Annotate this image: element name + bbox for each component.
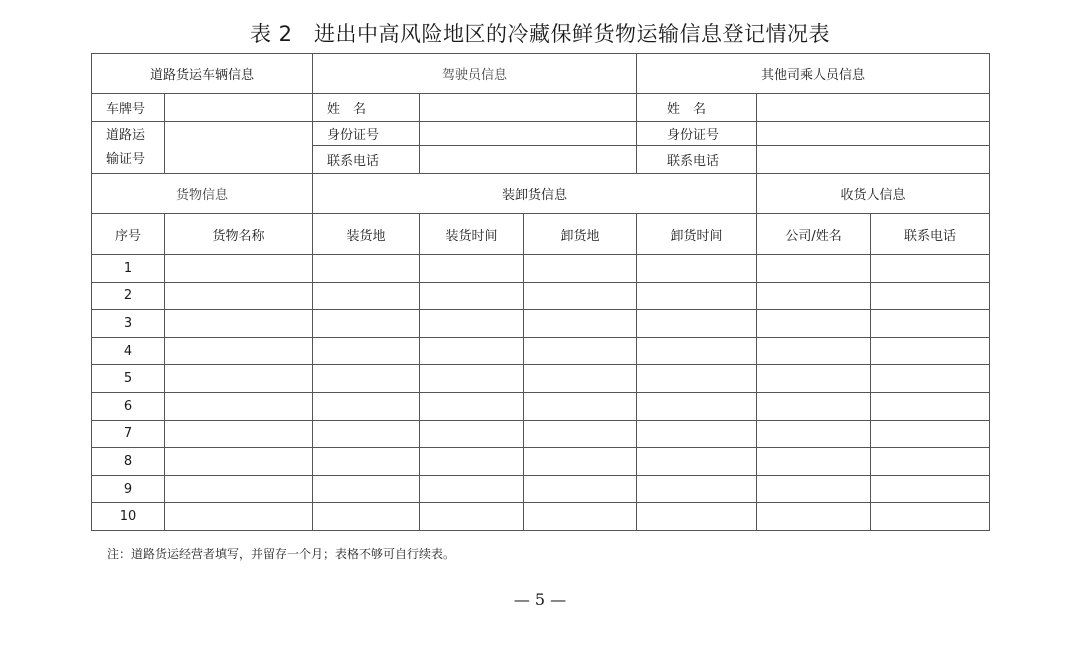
table-cell[interactable] xyxy=(871,365,990,393)
table-cell[interactable] xyxy=(165,475,313,503)
table-cell[interactable] xyxy=(524,392,637,420)
table-cell[interactable] xyxy=(313,365,420,393)
table-cell[interactable] xyxy=(420,337,524,365)
col-header-company-name: 公司/姓名 xyxy=(757,214,871,255)
table-cell[interactable] xyxy=(524,282,637,310)
table-cell[interactable] xyxy=(313,282,420,310)
table-row xyxy=(92,448,990,476)
permit-label xyxy=(92,122,165,174)
table-cell[interactable] xyxy=(637,392,757,420)
passenger-id-label: 身份证号 xyxy=(637,122,757,146)
table-cell[interactable] xyxy=(524,475,637,503)
permit-label-line-2: 输证号 xyxy=(106,151,146,167)
table-row xyxy=(92,282,990,310)
col-header-unload-time: 卸货时间 xyxy=(637,214,757,255)
driver-phone-label: 联系电话 xyxy=(313,146,420,174)
table-cell[interactable] xyxy=(637,420,757,448)
table-cell[interactable] xyxy=(313,503,420,531)
table-cell[interactable] xyxy=(524,503,637,531)
table-row xyxy=(92,365,990,393)
table-cell[interactable] xyxy=(165,310,313,338)
loading-section-header: 装卸货信息 xyxy=(313,174,757,214)
table-row xyxy=(92,255,990,283)
permit-label-line-1: 道路运 xyxy=(106,127,146,143)
table-cell[interactable] xyxy=(871,255,990,283)
plate-label: 车牌号 xyxy=(92,94,165,122)
table-cell[interactable] xyxy=(524,255,637,283)
table-cell[interactable] xyxy=(165,392,313,420)
table-cell[interactable] xyxy=(165,337,313,365)
table-cell[interactable] xyxy=(871,392,990,420)
row-index: 10 xyxy=(92,503,165,531)
col-header-load-time: 装货时间 xyxy=(420,214,524,255)
row-index: 8 xyxy=(92,448,165,476)
table-row xyxy=(92,337,990,365)
driver-id-input-cell[interactable] xyxy=(420,122,637,146)
table-cell[interactable] xyxy=(871,475,990,503)
plate-row xyxy=(92,94,990,122)
table-row xyxy=(92,310,990,338)
footnote: 注：道路货运经营者填写，并留存一个月；表格不够可自行续表。 xyxy=(107,547,456,561)
goods-section-header: 货物信息 xyxy=(92,174,313,214)
row-index: 9 xyxy=(92,475,165,503)
passenger-section-header: 其他司乘人员信息 xyxy=(637,54,990,94)
row-index: 6 xyxy=(92,392,165,420)
id-row xyxy=(92,122,990,146)
table-cell[interactable] xyxy=(757,448,871,476)
table-cell[interactable] xyxy=(637,503,757,531)
table-cell[interactable] xyxy=(313,475,420,503)
table-cell[interactable] xyxy=(524,337,637,365)
table-row xyxy=(92,503,990,531)
table-cell[interactable] xyxy=(637,282,757,310)
col-header-load-place: 装货地 xyxy=(313,214,420,255)
table-cell[interactable] xyxy=(871,503,990,531)
row-index: 4 xyxy=(92,337,165,365)
col-header-unload-place: 卸货地 xyxy=(524,214,637,255)
table-cell[interactable] xyxy=(637,475,757,503)
table-cell[interactable] xyxy=(165,420,313,448)
table-cell[interactable] xyxy=(524,448,637,476)
table-cell[interactable] xyxy=(165,448,313,476)
table-cell[interactable] xyxy=(165,365,313,393)
table-cell[interactable] xyxy=(637,448,757,476)
table-cell[interactable] xyxy=(637,310,757,338)
table-cell[interactable] xyxy=(313,337,420,365)
table-cell[interactable] xyxy=(420,475,524,503)
driver-phone-input-cell[interactable] xyxy=(420,146,637,174)
col-header-goods-name: 货物名称 xyxy=(165,214,313,255)
table-cell[interactable] xyxy=(420,420,524,448)
table-cell[interactable] xyxy=(165,282,313,310)
col-header-contact-phone: 联系电话 xyxy=(871,214,990,255)
table-row xyxy=(92,392,990,420)
row-index: 1 xyxy=(92,255,165,283)
table-cell[interactable] xyxy=(165,503,313,531)
table-cell[interactable] xyxy=(637,337,757,365)
driver-section-header: 驾驶员信息 xyxy=(313,54,637,94)
table-cell[interactable] xyxy=(637,365,757,393)
table-cell[interactable] xyxy=(871,337,990,365)
table-cell[interactable] xyxy=(757,392,871,420)
table-cell[interactable] xyxy=(757,503,871,531)
row-index: 3 xyxy=(92,310,165,338)
driver-name-label: 姓 名 xyxy=(313,94,420,122)
passenger-phone-input-cell[interactable] xyxy=(757,146,990,174)
passenger-phone-label: 联系电话 xyxy=(637,146,757,174)
table-cell[interactable] xyxy=(313,255,420,283)
table-cell[interactable] xyxy=(524,310,637,338)
table-row xyxy=(92,420,990,448)
section-header-row xyxy=(92,54,990,94)
table-cell[interactable] xyxy=(757,255,871,283)
page-number: — 5 — xyxy=(513,590,567,609)
table-cell[interactable] xyxy=(757,337,871,365)
col-header-index: 序号 xyxy=(92,214,165,255)
passenger-id-input-cell[interactable] xyxy=(757,122,990,146)
table-row xyxy=(92,475,990,503)
passenger-name-input-cell[interactable] xyxy=(757,94,990,122)
table-cell[interactable] xyxy=(871,420,990,448)
table-cell[interactable] xyxy=(165,255,313,283)
permit-input-cell[interactable] xyxy=(165,122,313,174)
table-cell[interactable] xyxy=(420,448,524,476)
table-cell[interactable] xyxy=(313,392,420,420)
driver-id-label: 身份证号 xyxy=(313,122,420,146)
row-index: 2 xyxy=(92,282,165,310)
table-cell[interactable] xyxy=(524,365,637,393)
table-cell[interactable] xyxy=(420,503,524,531)
table-cell[interactable] xyxy=(757,365,871,393)
table-cell[interactable] xyxy=(420,310,524,338)
driver-name-input-cell[interactable] xyxy=(420,94,637,122)
registration-form-table xyxy=(91,53,990,531)
table-cell[interactable] xyxy=(420,282,524,310)
receiver-section-header: 收货人信息 xyxy=(757,174,990,214)
goods-section-row xyxy=(92,174,990,214)
table-cell[interactable] xyxy=(524,420,637,448)
table-cell[interactable] xyxy=(313,420,420,448)
table-cell[interactable] xyxy=(420,392,524,420)
table-title: 表 2 进出中高风险地区的冷藏保鲜货物运输信息登记情况表 xyxy=(249,22,831,46)
table-cell[interactable] xyxy=(871,310,990,338)
vehicle-section-header: 道路货运车辆信息 xyxy=(92,54,313,94)
table-cell[interactable] xyxy=(637,255,757,283)
row-index: 5 xyxy=(92,365,165,393)
table-cell[interactable] xyxy=(420,365,524,393)
row-index: 7 xyxy=(92,420,165,448)
column-header-row xyxy=(92,214,990,255)
table-cell[interactable] xyxy=(757,420,871,448)
table-cell[interactable] xyxy=(757,310,871,338)
table-cell[interactable] xyxy=(871,282,990,310)
table-cell[interactable] xyxy=(420,255,524,283)
table-cell[interactable] xyxy=(313,310,420,338)
table-cell[interactable] xyxy=(313,448,420,476)
table-cell[interactable] xyxy=(757,475,871,503)
table-cell[interactable] xyxy=(757,282,871,310)
plate-input-cell[interactable] xyxy=(165,94,313,122)
passenger-name-label: 姓 名 xyxy=(637,94,757,122)
table-cell[interactable] xyxy=(871,448,990,476)
